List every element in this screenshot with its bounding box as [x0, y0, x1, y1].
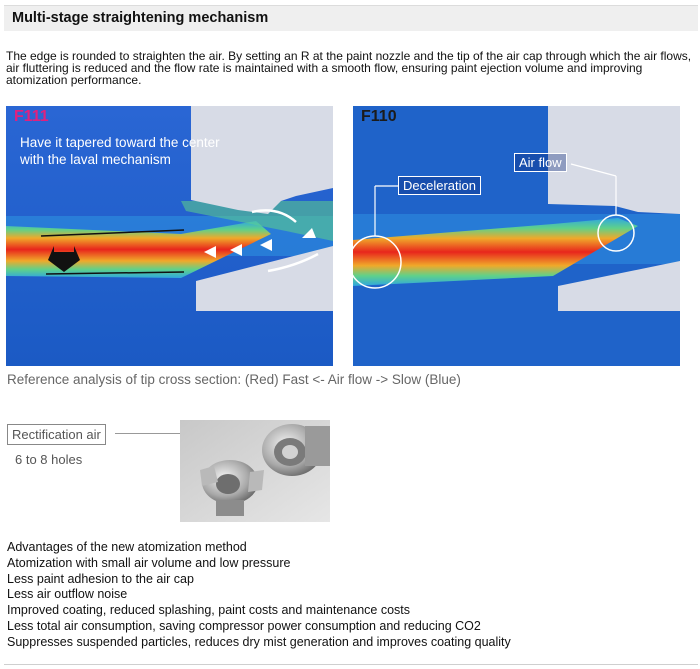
f110-flow-panel: [353, 106, 680, 366]
deceleration-callout: Deceleration: [398, 176, 481, 195]
rectification-holes-text: 6 to 8 holes: [15, 452, 83, 467]
f111-tab: F111: [6, 106, 66, 127]
section-title: Multi-stage straightening mechanism: [12, 10, 269, 26]
rectification-air-label: Rectification air: [7, 424, 106, 445]
bottom-divider: [4, 664, 698, 665]
f111-caption-line1: Have it tapered toward the center: [20, 135, 220, 150]
f111-caption: [20, 134, 220, 168]
advantages-list: [7, 540, 511, 651]
airflow-callout: Air flow: [514, 153, 567, 172]
intro-paragraph: The edge is rounded to straighten the air. By setting an R at the paint nozzle and the tip of the air cap through which the air flows, air fluttering is reduced and the flow rate is maintained with a smooth flow, ensuring paint ejection volume and improving atomization performance.: [6, 49, 692, 87]
air-cap-illustration: [180, 420, 330, 522]
f111-caption-line2: with the laval mechanism: [20, 152, 171, 167]
list-item: Suppresses suspended particles, reduces dry mist generation and improves coating quality: [7, 634, 511, 649]
list-item: Atomization with small air volume and low pressure: [7, 555, 291, 570]
f110-tab: F110: [353, 106, 413, 127]
list-item: Improved coating, reduced splashing, paint costs and maintenance costs: [7, 603, 411, 618]
list-item: Less air outflow noise: [7, 587, 128, 602]
reference-caption: Reference analysis of tip cross section: (Red) Fast <- Air flow -> Slow (Blue): [7, 372, 461, 387]
list-item: Less total air consumption, saving compressor power consumption and reducing CO2: [7, 618, 481, 633]
section-title-bar: [4, 5, 698, 31]
air-cap-photo: [180, 420, 330, 522]
f110-flow-simulation: [353, 106, 680, 366]
list-item: Advantages of the new atomization method: [7, 540, 247, 554]
list-item: Less paint adhesion to the air cap: [7, 571, 194, 586]
